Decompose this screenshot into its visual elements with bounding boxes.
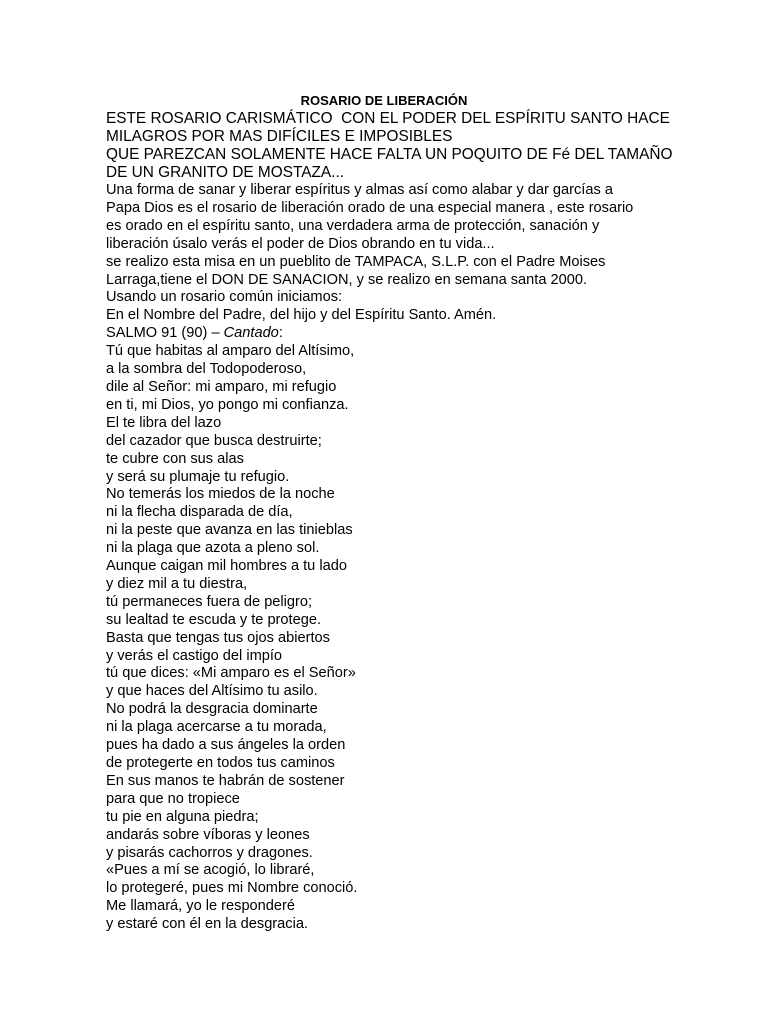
psalm-verse-line: Tú que habitas al amparo del Altísimo, (106, 343, 355, 360)
psalm-verse-line: de protegerte en todos tus caminos (106, 755, 335, 771)
document-body (106, 110, 726, 934)
psalm-verse-line: ni la flecha disparada de día, (106, 504, 293, 521)
psalm-verse-line: te cubre con sus alas (106, 450, 244, 467)
psalm-verse-line: pues ha dado a sus ángeles la orden (106, 737, 346, 754)
intro-line: Larraga,tiene el DON DE SANACION, y se realizo en semana santa 2000. (106, 271, 588, 288)
psalm-heading-suffix: : (278, 325, 283, 342)
intro-caps-block (106, 110, 726, 182)
psalm-verse-line: lo protegeré, pues mi Nombre conoció. (106, 880, 358, 897)
psalm-verse-line: tu pie en alguna piedra; (106, 808, 259, 825)
psalm-verse-line: Basta que tengas tus ojos abiertos (106, 629, 330, 646)
psalm-verse-line: y que haces del Altísimo tu asilo. (106, 683, 318, 700)
psalm-verse-line: No podrá la desgracia dominarte (106, 701, 318, 718)
intro-caps-line: ESTE ROSARIO CARISMÁTICO CON EL PODER DEL ESPÍRITU SANTO HACE (106, 110, 670, 127)
intro-line: En el Nombre del Padre, del hijo y del Espíritu Santo. Amén. (106, 307, 497, 324)
psalm-verse-line: Me llamará, yo le responderé (106, 898, 295, 915)
psalm-verse-line: El te libra del lazo (106, 414, 222, 431)
psalm-verse-line: ni la plaga acercarse a tu morada, (106, 719, 327, 736)
psalm-verse-line: tú permaneces fuera de peligro; (106, 593, 313, 610)
intro-paragraph (106, 182, 726, 325)
psalm-verse-line: a la sombra del Todopoderoso, (106, 361, 307, 378)
intro-line: se realizo esta misa en un pueblito de TAMPACA, S.L.P. con el Padre Moises (106, 253, 606, 270)
intro-caps-line: QUE PAREZCAN SOLAMENTE HACE FALTA UN POQUITO DE Fé DEL TAMAÑO (106, 146, 673, 163)
psalm-verse-line: ni la plaga que azota a pleno sol. (106, 540, 320, 557)
psalm-verse-line: y verás el castigo del impío (106, 647, 283, 664)
psalm-verses (106, 343, 726, 934)
psalm-verse-line: tú que dices: «Mi amparo es el Señor» (106, 665, 356, 682)
intro-line: liberación úsalo verás el poder de Dios obrando en tu vida... (106, 235, 495, 252)
psalm-verse-line: «Pues a mí se acogió, lo libraré, (106, 862, 315, 879)
intro-line: Usando un rosario común iniciamos: (106, 289, 343, 306)
psalm-verse-line: En sus manos te habrán de sostener (106, 772, 345, 789)
intro-caps-line: DE UN GRANITO DE MOSTAZA... (106, 164, 345, 181)
document-title: ROSARIO DE LIBERACIÓN (300, 93, 468, 108)
psalm-verse-line: No temerás los miedos de la noche (106, 486, 335, 503)
psalm-verse-line: y estaré con él en la desgracia. (106, 916, 308, 933)
psalm-verse-line: dile al Señor: mi amparo, mi refugio (106, 378, 337, 395)
psalm-verse-line: su lealtad te escuda y te protege. (106, 611, 321, 628)
intro-line: Papa Dios es el rosario de liberación orado de una especial manera , este rosario (106, 199, 634, 216)
psalm-verse-line: del cazador que busca destruirte; (106, 432, 322, 449)
psalm-verse-line: y pisarás cachorros y dragones. (106, 844, 313, 861)
psalm-verse-line: en ti, mi Dios, yo pongo mi confianza. (106, 396, 349, 413)
psalm-heading-prefix: SALMO 91 (90) – (106, 325, 224, 342)
intro-line: es orado en el espíritu santo, una verdadera arma de protección, sanación y (106, 217, 600, 234)
psalm-verse-line: Aunque caigan mil hombres a tu lado (106, 558, 347, 575)
psalm-heading (106, 325, 726, 343)
intro-line: Una forma de sanar y liberar espíritus y almas así como alabar y dar garcías a (106, 182, 613, 198)
psalm-verse-line: y diez mil a tu diestra, (106, 575, 248, 592)
psalm-verse-line: ni la peste que avanza en las tinieblas (106, 522, 353, 539)
psalm-verse-line: andarás sobre víboras y leones (106, 826, 310, 843)
psalm-verse-line: para que no tropiece (106, 790, 240, 807)
psalm-verse-line: y será su plumaje tu refugio. (106, 468, 290, 485)
psalm-heading-italic: Cantado (223, 325, 279, 342)
intro-caps-line: MILAGROS POR MAS DIFÍCILES E IMPOSIBLES (106, 128, 453, 145)
